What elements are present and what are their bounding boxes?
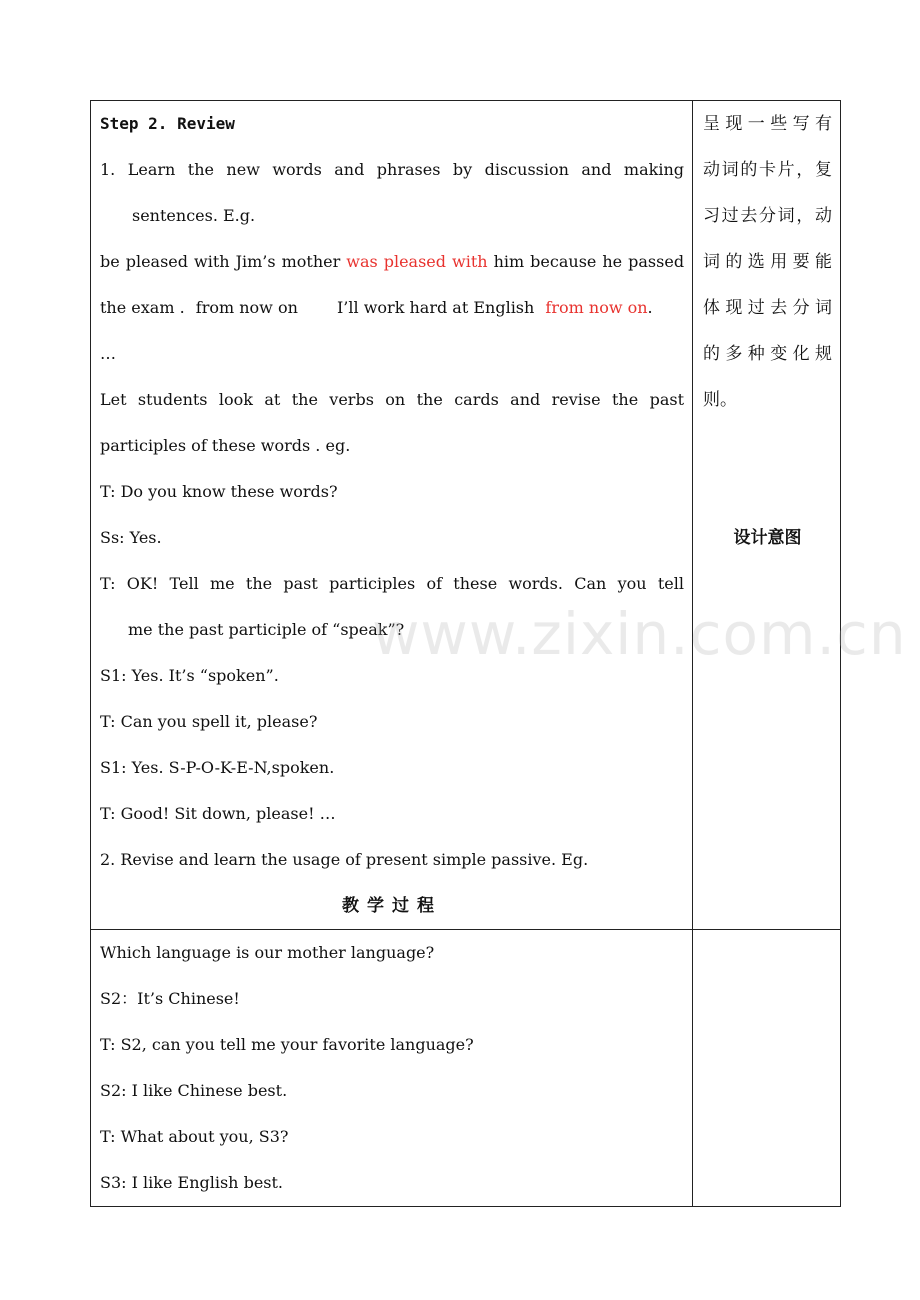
- bottom-line-2: S2：It’s Chinese!: [100, 989, 240, 1008]
- step-title: Step 2. Review: [100, 114, 235, 133]
- item1-line2: sentences. E.g.: [132, 206, 256, 225]
- example2-red: from now on: [545, 298, 648, 317]
- process-label: 教学过程: [342, 896, 442, 916]
- side-line-3: 习过去分词，动: [703, 206, 832, 226]
- side-line-2: 动词的卡片，复: [703, 160, 832, 180]
- lesson-table: [90, 100, 841, 1207]
- bottom-line-1: Which language is our mother language?: [100, 943, 435, 962]
- dialogue-line-5: T: Can you spell it, please?: [100, 712, 318, 731]
- example1-line: [100, 239, 684, 285]
- side-line-7: 则。: [703, 390, 737, 410]
- ellipsis: …: [100, 344, 116, 363]
- dialogue-line-4: S1: Yes. It’s “spoken”.: [100, 666, 279, 685]
- dialogue-line-2: Ss: Yes.: [100, 528, 162, 547]
- side-line-4: 词的选用要能: [703, 252, 832, 272]
- dialogue-line-6: S1: Yes. S-P-O-K-E-N,spoken.: [100, 758, 335, 777]
- dialogue-line-3b: me the past participle of “speak”?: [128, 620, 405, 639]
- empty-side-cell: [693, 930, 840, 1206]
- example2-line: [100, 285, 684, 331]
- continued-dialogue-cell: [91, 930, 693, 1206]
- bottom-line-4: S2: I like Chinese best.: [100, 1081, 288, 1100]
- example2-start: the exam .: [100, 298, 185, 317]
- bottom-line-6: S3: I like English best.: [100, 1173, 284, 1192]
- dialogue-line-1: T: Do you know these words?: [100, 482, 338, 501]
- example1-red: was pleased with: [346, 252, 488, 271]
- let-line1: Let students look at the verbs on the cards and revise the past: [100, 390, 684, 409]
- let-line2: participles of these words . eg.: [100, 436, 351, 455]
- item1-line1: 1. Learn the new words and phrases by discussion and making: [100, 160, 684, 179]
- item2-line: 2. Revise and learn the usage of present simple passive. Eg.: [100, 850, 589, 869]
- table-row-bottom: [91, 929, 840, 1206]
- side-line-6: 的多种变化规: [703, 344, 832, 364]
- example1-phrase: be pleased with: [100, 252, 230, 271]
- example2-pre: I’ll work hard at English: [336, 298, 535, 317]
- example2-end: .: [647, 298, 653, 317]
- bottom-line-5: T: What about you, S3?: [100, 1127, 289, 1146]
- dialogue-line-3a: T: OK! Tell me the past participles of these words. Can you tell: [100, 574, 684, 593]
- bottom-line-3: T: S2, can you tell me your favorite language?: [100, 1035, 474, 1054]
- table-row-top: [91, 101, 840, 929]
- teaching-process-cell: [91, 101, 693, 929]
- example1-post: him because he passed: [493, 252, 685, 271]
- example1-pre: Jim’s mother: [235, 252, 341, 271]
- watermark: www.zixin.com.cn: [372, 600, 907, 668]
- side-line-1: 呈现一些写有: [703, 114, 832, 134]
- side-line-5: 体现过去分词: [703, 298, 832, 318]
- design-intent-cell: [693, 101, 840, 929]
- design-intent-label: 设计意图: [733, 528, 802, 548]
- example2-phrase: from now on: [195, 298, 298, 317]
- dialogue-line-7: T: Good! Sit down, please! …: [100, 804, 336, 823]
